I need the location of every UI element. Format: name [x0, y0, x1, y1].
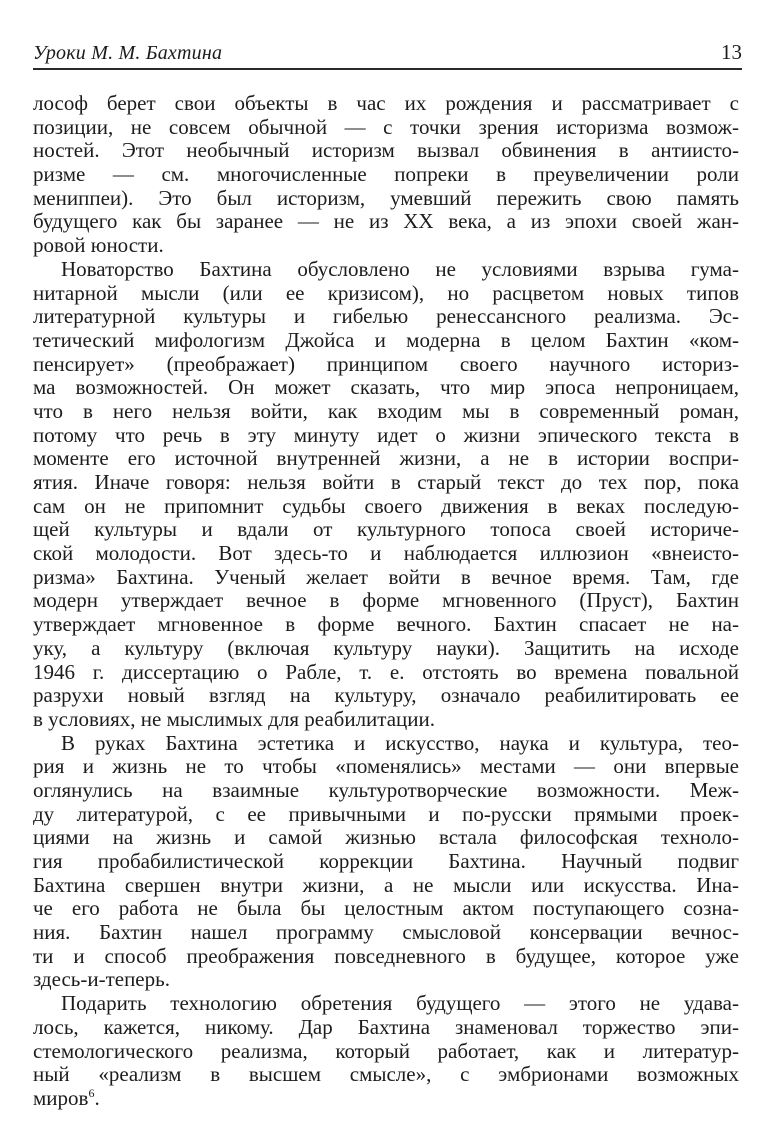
line-text: лософ берет свои объекты в час их рождения и рассматривает с: [33, 91, 739, 115]
paragraph: [33, 992, 739, 1110]
text-line: [33, 755, 739, 779]
text-line: [33, 329, 739, 353]
line-text: ти и способ преображения повседневного в будущее, которое уже: [33, 943, 739, 968]
text-line: [33, 732, 739, 756]
line-text: ятия. Иначе говоря: нельзя войти в старый текст до тех пор, пока: [33, 470, 739, 494]
running-title: Уроки М. М. Бахтина: [33, 42, 223, 64]
line-text: будущего как бы заранее — не из XX века, а из эпохи своей жан-: [33, 209, 739, 234]
text-line: [33, 400, 739, 424]
text-line: [33, 968, 739, 992]
line-text: ма возможностей. Он может сказать, что мир эпоса непроницаем,: [33, 375, 739, 400]
line-text: тетический мифологизм Джойса и модерна в целом Бахтин «ком-: [33, 327, 739, 352]
line-text: стемологического реализма, который работает, как и литератур-: [33, 1038, 739, 1063]
line-text: 1946 г. диссертацию о Рабле, т. е. отстоять во времена повальной: [33, 659, 739, 684]
text-line: [33, 684, 739, 708]
line-text: Подарить технологию обретения будущего — этого не удава-: [61, 991, 739, 1016]
line-text: Новаторство Бахтина обусловлено не условиями взрыва гума-: [61, 256, 739, 281]
line-text: ризма» Бахтина. Ученый желает войти в вечное время. Там, где: [33, 564, 739, 589]
text-line: [33, 566, 739, 590]
text-line: [33, 139, 739, 163]
paragraph: [33, 258, 739, 732]
text-line: [33, 258, 739, 282]
text-line: [33, 495, 739, 519]
line-text: ный «реализм в высшем смысле», с эмбрионами возможных: [33, 1062, 739, 1087]
text-line: [33, 471, 739, 495]
text-line: [33, 850, 739, 874]
text-line: [33, 826, 739, 850]
body-text: [33, 92, 739, 1111]
line-text: гия пробабилистической коррекции Бахтина. Научный подвиг: [33, 849, 739, 873]
line-text: Бахтина свершен внутри жизни, а не мысли или искусства. Ина-: [33, 872, 739, 897]
line-text: ния. Бахтин нашел программу смысловой консервации вечнос-: [33, 920, 739, 945]
line-text: уку, а культуру (включая культуру науки). Защитить на исходе: [33, 635, 739, 660]
line-text: пенсирует» (преображает) принципом своего научного историз-: [33, 351, 739, 376]
text-line: [33, 447, 739, 471]
line-text: лось, кажется, никому. Дар Бахтина знаменовал торжество эпи-: [33, 1014, 739, 1039]
sentence-end: .: [94, 1085, 100, 1110]
text-line: [33, 116, 739, 140]
line-text: сам он не припомнит судьбы своего движения в веках последую-: [33, 493, 739, 518]
text-line: [33, 187, 739, 211]
text-line: [33, 518, 739, 542]
text-line: [33, 282, 739, 306]
line-text: ровой юности.: [33, 233, 164, 258]
text-line: [33, 353, 739, 377]
text-line: [33, 921, 739, 945]
text-line: [33, 897, 739, 921]
text-line: [33, 945, 739, 969]
line-text: потому что речь в эту минуту идет о жизни эпического текста в: [33, 422, 739, 447]
line-text: мениппеи). Это был историзм, умевший пережить свою память: [33, 185, 739, 210]
line-text: утверждает мгновенное в форме вечного. Бахтин спасает не на-: [33, 612, 739, 637]
line-text: модерн утверждает вечное в форме мгновенного (Пруст), Бахтин: [33, 588, 739, 613]
page-number: 13: [721, 40, 742, 64]
text-line: [33, 1040, 739, 1064]
line-text: щей культуры и вдали от культурного топоса своей историче-: [33, 517, 739, 542]
line-text: ской молодости. Вот здесь-то и наблюдается иллюзион «внеисто-: [33, 541, 739, 566]
line-text: ризме — см. многочисленные попреки в преувеличении роли: [33, 162, 739, 187]
line-text: здесь-и-теперь.: [33, 967, 170, 992]
text-line: [33, 992, 739, 1016]
text-line: [33, 92, 739, 116]
line-text: в условиях, не мыслимых для реабилитации.: [33, 706, 436, 731]
text-line: [33, 874, 739, 898]
text-line: [33, 637, 739, 661]
line-text: оглянулись на взаимные культуротворческие возможности. Меж-: [33, 777, 739, 802]
text-line: [33, 305, 739, 329]
line-text: позиции, не совсем обычной — с точки зрения историзма возмож-: [33, 114, 739, 139]
line-text: циями на жизнь и самой жизнью встала философская техноло-: [33, 825, 739, 850]
footnote-reference[interactable]: 6: [88, 1085, 95, 1100]
text-line: [33, 542, 739, 566]
line-text: ностей. Этот необычный историзм вызвал обвинения в антиисто-: [33, 138, 739, 163]
text-line: [33, 1016, 739, 1040]
text-line: [33, 779, 739, 803]
text-line: [33, 234, 739, 258]
line-text: рия и жизнь не то чтобы «поменялись» местами — они впервые: [33, 754, 739, 779]
text-line: [33, 163, 739, 187]
paragraph: [33, 732, 739, 993]
text-line: [33, 708, 739, 732]
line-text: В руках Бахтина эстетика и искусство, наука и культура, тео-: [61, 730, 739, 755]
line-text: литературной культуры и гибелью ренессансного реализма. Эс-: [33, 304, 739, 329]
text-line: [33, 803, 739, 827]
line-text: миров: [33, 1085, 89, 1110]
text-line: [33, 1087, 739, 1111]
text-line: [33, 1063, 739, 1087]
text-line: [33, 661, 739, 685]
line-text: моменте его источной внутренней жизни, а не в истории воспри-: [33, 446, 739, 471]
line-text: ду литературой, с ее привычными и по-русски прямыми проек-: [33, 801, 739, 826]
line-text: нитарной мысли (или ее кризисом), но расцветом новых типов: [33, 280, 739, 305]
text-line: [33, 613, 739, 637]
text-line: [33, 424, 739, 448]
text-line: [33, 210, 739, 234]
running-header: [33, 40, 742, 70]
text-line: [33, 376, 739, 400]
text-line: [33, 589, 739, 613]
line-text: че его работа не была бы целостным актом поступающего созна-: [33, 896, 739, 921]
line-text: разрухи новый взгляд на культуру, означало реабилитировать ее: [33, 683, 739, 708]
paragraph: [33, 92, 739, 258]
line-text: что в него нельзя войти, как входим мы в современный роман,: [33, 398, 739, 423]
